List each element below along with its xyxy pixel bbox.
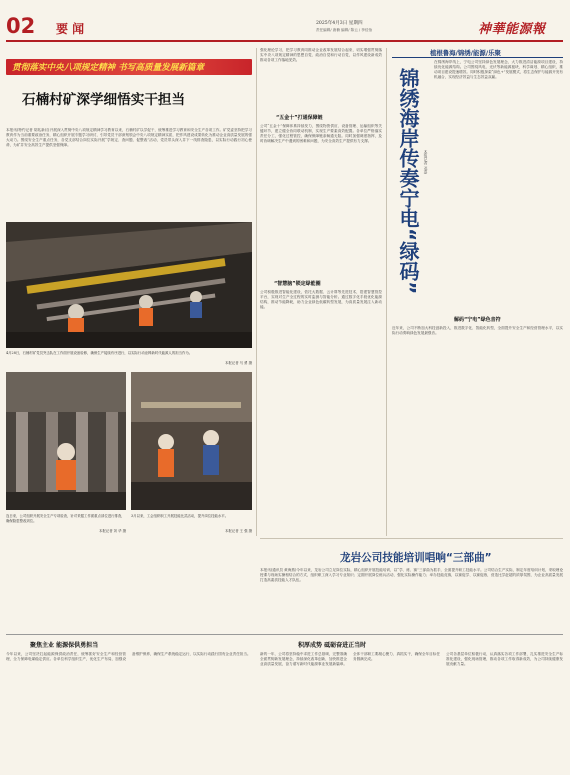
feature-kicker-rule xyxy=(392,57,563,58)
masthead-rule xyxy=(6,40,563,42)
bottom-photo-2-caption: 3月以来，工会组织职工开展技能比武活动，提升岗位技能水平。 xyxy=(131,514,229,518)
middle-body-1: 公司“五金十”保障体系持续发力，围绕物资供应、设备管理、运输组织等关键环节，建立健全协同联动机制，实现生产要素高效配置。各单位严格落实责任分工，强化过程管控，确保保障链条畅通无阻。同时加强调度指挥，及时协调解决生产中遇到的困难和问题，为安全高效生产提供有力支撑。 xyxy=(260,124,382,144)
column-divider xyxy=(386,48,387,536)
feature-byline: 本报记者 邓嘉 xyxy=(424,150,429,175)
bottom-photo-1-credit: 本报记者 刘 华 摄 xyxy=(99,529,126,533)
bottom-section-rule xyxy=(6,634,563,635)
middle-body-2: 公司积极推进智能化建设，依托大数据、云计算等先进技术，搭建智慧管控平台，实现对生产全过程的实时监测与智能分析。通过数字化手段优化能源结构，推动节能降耗，助力企业绿色低碳转型发展，为高质量发展注入新动能。 xyxy=(260,290,382,310)
column-divider xyxy=(256,48,257,536)
bottom-photo-2-credit: 本报记者 王 强 摄 xyxy=(225,529,252,533)
date-line: 2025年4月3日 星期四 xyxy=(316,21,363,26)
skills-rule xyxy=(260,538,563,539)
editor-line: 责任编辑/ 唐楠 编辑/ 陈云 / 李佳怡 xyxy=(316,28,373,32)
middle-subhead-1: “五金十”打通保障链 xyxy=(276,115,323,121)
lead-photo-caption: 4月28日，石楠村矿党员突击队在工作面开展设备检修，确保生产接续有序进行，以实际行动诠释新时代能源人的担当作为。 xyxy=(6,351,193,355)
feature-body: 在锦绣海岸线上，宁电公司坚持绿色发展理念，大力推进清洁能源项目建设，持续优化能源结构。公司围绕风电、光伏等新能源板块，科学谋划、精心组织，推动项目建设提速增效。同时积极探索“绿色+”发展模式，将生态保护与能源开发有机融合，实现经济效益与生态效益双赢。 xyxy=(434,60,563,80)
lead-photo xyxy=(6,222,252,348)
lead-body: 本报讯(特约记者 胡兆新)自开展深入贯彻中央八项规定精神学习教育以来，石楠村矿以学促干，统筹推进学习教育和安全生产各项工作。矿党委坚持把学习教育作为当前重要政治任务，精心组织开展专题学习研讨，引导党员干部深刻领会中央八项规定精神实质，把作风建设成果转化为推动企业高质量发展的强大动力。围绕安全生产重点任务，各党支部结合岗位实际开展“学规定、查问题、促整改”活动，党员带头深入井下一线排查隐患，以实际行动践行初心使命，为矿井安全高效生产提供坚强保障。 xyxy=(6,128,252,148)
bottom-photo-1-caption: 连日来，公司组织开展安全生产专项检查，针对采掘工作面重点部位进行排查，确保隐患整改到位。 xyxy=(6,514,125,523)
lead-photo-credit: 本报记者 马 勇 摄 xyxy=(225,361,252,365)
skills-body: 本报讯(通讯员 黄海燕)今年以来，龙岩公司立足岗位实际，精心组织开展技能培训，以“学、练、赛”三部曲为抓手，全面提升职工技能水平。公司结合生产实际，制定年度培训计划，采取理论授课与现场实操相结合的方式，组织职工深入学习专业知识；定期开展岗位练兵活动，强化实际操作能力；举办技能竞赛，以赛促学、以赛促练，营造比学赶超的浓厚氛围，为企业高质量发展打造高素质技能人才队伍。 xyxy=(260,568,563,583)
bottom-article-1-headline: 聚焦主业 能源保供勇担当 xyxy=(30,642,99,649)
theme-banner xyxy=(6,59,252,75)
skills-headline: 龙岩公司技能培训唱响“三部曲” xyxy=(340,552,492,564)
bottom-article-2-headline: 积厚成势 砥砺奋进正当时 xyxy=(298,642,367,649)
page-masthead xyxy=(0,14,570,38)
lead-headline: 石楠村矿深学细悟实干担当 xyxy=(22,92,186,108)
feature-kicker: 植根鲁海/锦绣/能源/乐聚 xyxy=(430,49,501,57)
page-number: 02 xyxy=(6,14,36,38)
middle-intro: 强化理论学习，把学习教育同推动企业改革发展结合起来，切实增强贯彻落实中央八项规定精神的思想自觉、政治自觉和行动自觉，以作风建设新成效推动各项工作落地见效。 xyxy=(260,48,382,63)
banner-text: 贯彻落实中央八项规定精神 书写高质量发展新篇章 xyxy=(12,63,205,73)
feature-subhead: 解码“宁电”绿色音符 xyxy=(454,317,501,323)
bottom-photo-1 xyxy=(6,372,126,510)
feature-body-2: 近年来，公司不断加大科技创新投入，推进数字化、智能化转型，全面提升安全生产和经营管理水平，以实际行动奏响绿色发展最强音。 xyxy=(392,326,563,336)
section-label: 要 闻 xyxy=(56,22,85,36)
bottom-article-1-body: 今年以来，公司坚决扛起能源保供政治责任，统筹抓好安全生产和经营管理，全力保障电煤稳定供应。各单位科学组织生产，优化生产布局，加强设备维护保养，确保生产系统稳定运行，以实际行动践行国有企业责任担当。 xyxy=(6,652,251,662)
middle-subhead-2: “智慧脑”锁定绿能圈 xyxy=(274,281,321,287)
brand-logo: 神華能源報 xyxy=(478,22,546,37)
bottom-article-2-body: 新的一年，公司将坚持稳中求进工作总基调，完整准确全面贯彻新发展理念，持续深化改革创新，加快推进企业高质量发展，奋力谱写新时代能源事业发展新篇章。全体干部职工要凝心聚力、真抓实干，确保全年目标任务圆满完成。 xyxy=(260,652,440,667)
bottom-article-3-body: 公司各基层单位积极行动，认真落实各项工作部署，扎实推进安全生产标准化建设，强化现场管理，推动各项工作取得新成效，为公司持续健康发展贡献力量。 xyxy=(446,652,563,667)
bottom-photo-2 xyxy=(131,372,252,510)
feature-headline: 锦绣海岸传奏宁电“绿码” xyxy=(396,68,420,295)
